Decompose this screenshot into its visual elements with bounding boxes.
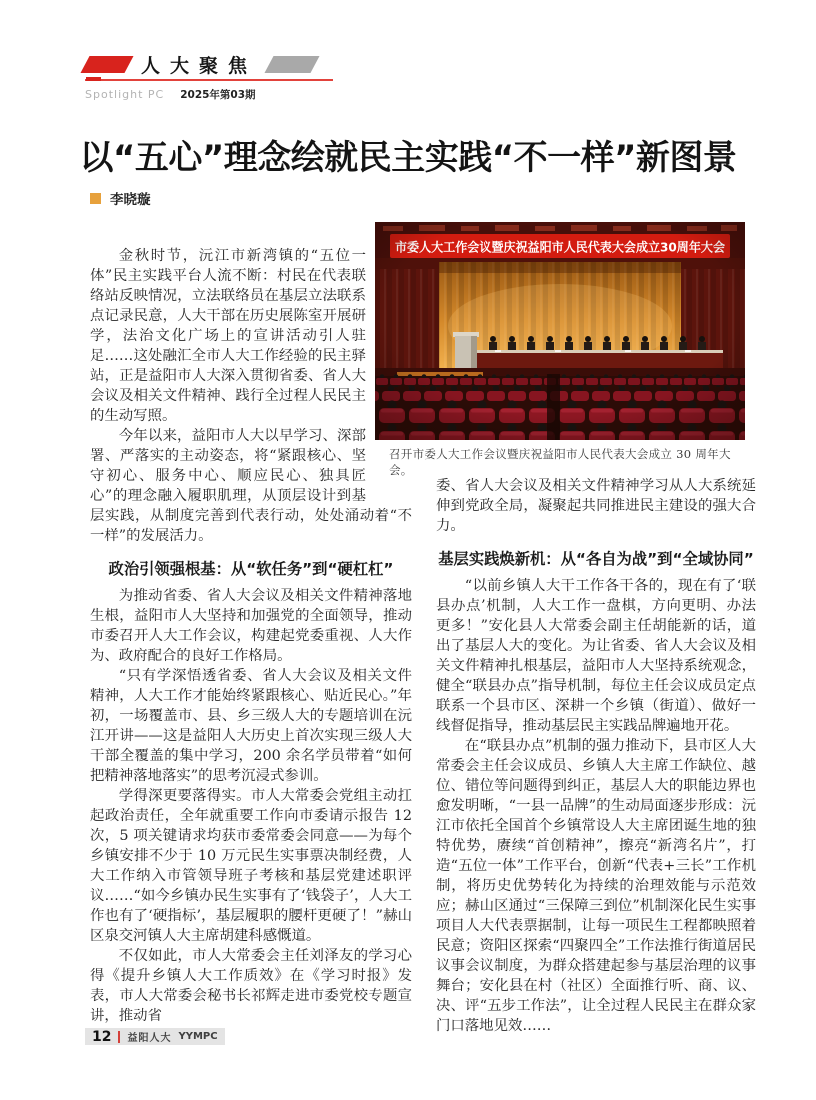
brand-subtitle: Spotlight PC: [85, 87, 165, 101]
issue-row: [85, 87, 385, 102]
photo-wrap-spacer: [366, 246, 412, 496]
page-footer: [85, 1028, 225, 1045]
author-row: [90, 188, 151, 208]
page-number: 12: [92, 1028, 112, 1045]
brand-row: [85, 54, 385, 77]
left-column: [90, 246, 412, 1026]
paragraph: 金秋时节，沅江市新湾镇的“五位一体”民主实践平台人流不断：村民在代表联络站反映情况，立法联络员在基层立法联系点记录民意，人大干部在历史展陈室开展研学，法治文化广场上的宣讲活动引人驻足……这处融汇全市人大工作经验的民主驿站，正是益阳市人大深入贯彻省委、省人大会议及相关文件精神、践行全过程人民民主的生动写照。: [90, 248, 366, 424]
paragraph: 今年以来，益阳市人大以早学习、深部署、严落实的主动姿态，将“紧跟核心、坚守初心、服务中心、顺应民心、独具匠心”的理念融入履职肌理，从顶层设计到基层实践，从制度完善到代表行动，处处涌动着“不一样”的发展活力。: [90, 428, 412, 544]
author-name: 李晓璇: [110, 192, 151, 208]
article-title: 以“五心”理念绘就民主实践“不一样”新图景: [79, 138, 737, 178]
paragraph: “以前乡镇人大干工作各干各的，现在有了‘联县办点’机制，人大工作一盘棋，方向更明、办法更多！”安化县人大常委会副主任胡能新的话，道出了基层人大的变化。为让省委、省人大会议及相关文件精神扎根基层，益阳市人大坚持系统观念，健全“联县办点”指导机制，每位主任会议成员定点联系一个县市区、深耕一个乡镇（街道）、做好一线督促指导，推动基层民主实践品牌遍地开花。: [436, 578, 756, 734]
brand-title: 人大聚焦: [141, 54, 258, 77]
masthead: [85, 54, 385, 102]
section-heading-grassroots: 基层实践焕新机：从“各自为战”到“全域协同”: [438, 550, 754, 568]
issue-label: 2025年第03期: [180, 88, 256, 101]
masthead-rule-line: [85, 79, 333, 81]
paragraph: 委、省人大会议及相关文件精神学习从人大系统延伸到党政全局，凝聚起共同推进民主建设的强大合力。: [436, 478, 756, 534]
footer-divider: [118, 1031, 120, 1043]
photo-caption: 召开市委人大工作会议暨庆祝益阳市人民代表大会成立 30 周年大会。: [389, 447, 731, 477]
paragraph: 在“联县办点”机制的强力推动下，县市区人大常委会主任会议成员、乡镇人大主席工作缺位、越位、错位等问题得到纠正，基层人大的职能边界也愈发明晰，“一县一品牌”的生动局面逐步形成：沅江市依托全国首个乡镇常设人大主席团诞生地的独特优势，赓续“首创精神”，擦亮“新湾名片”，打造“五位一体”工作平台，创新“代表+三长”工作机制，将历史优势转化为持续的治理效能与示范效应；赫山区通过“三保障三到位”机制深化民生实事项目人大代表票据制，让每一项民生工程都映照着民意；资阳区探索“四聚四全”工作法推行街道居民议事会议制度，为群众搭建起参与基层治理的议事舞台；安化县在村（社区）全面推行听、商、议、决、评“五步工作法”，让全过程人民民主在群众家门口落地见效……: [436, 738, 756, 1034]
conference-photo-art: [375, 222, 745, 440]
masthead-rule-tail: [86, 77, 101, 81]
photo-vignette: [375, 222, 745, 440]
journal-code: YYMPC: [178, 1031, 218, 1042]
masthead-rule: [85, 79, 333, 81]
right-column: [436, 476, 756, 1036]
paragraph: “只有学深悟透省委、省人大会议及相关文件精神，人大工作才能始终紧跟核心、贴近民心。”年初，一场覆盖市、县、乡三级人大的专题培训在沅江开讲——这是益阳人大历史上首次实现三级人大干部全覆盖的集中学习，200 余名学员带着“如何把精神落地落实”的思考沉浸式参训。: [90, 668, 412, 784]
paragraph: 不仅如此，市人大常委会主任刘泽友的学习心得《提升乡镇人大工作质效》在《学习时报》发表，市人大常委会秘书长祁辉走进市委党校专题宣讲，推动省: [90, 948, 412, 1024]
author-bullet: [90, 193, 101, 204]
brand-red-parallelogram: [80, 56, 133, 73]
section-heading-political: 政治引领强根基：从“软任务”到“硬杠杠”: [108, 560, 394, 578]
paragraph: 为推动省委、省人大会议及相关文件精神落地生根，益阳市人大坚持和加强党的全面领导，推动市委召开人大工作会议，构建起党委重视、人大作为、政府配合的良好工作格局。: [90, 588, 412, 664]
brand-gray-parallelogram: [264, 56, 319, 73]
journal-name: 益阳人大: [127, 1033, 172, 1044]
conference-photo: [375, 222, 745, 440]
paragraph: 学得深更要落得实。市人大常委会党组主动扛起政治责任，全年就重要工作向市委请示报告 12 次，5 项关键请求均获市委常委会同意——为每个乡镇安排不少于 10 万元民生实事票决制经费，人大工作纳入市管领导班子考核和基层党建述职评议……“如今乡镇办民生实事有了‘钱袋子’，人大工作也有了‘硬指标’，基层履职的腰杆更硬了！”赫山区泉交河镇人大主席胡建科感慨道。: [90, 788, 412, 944]
